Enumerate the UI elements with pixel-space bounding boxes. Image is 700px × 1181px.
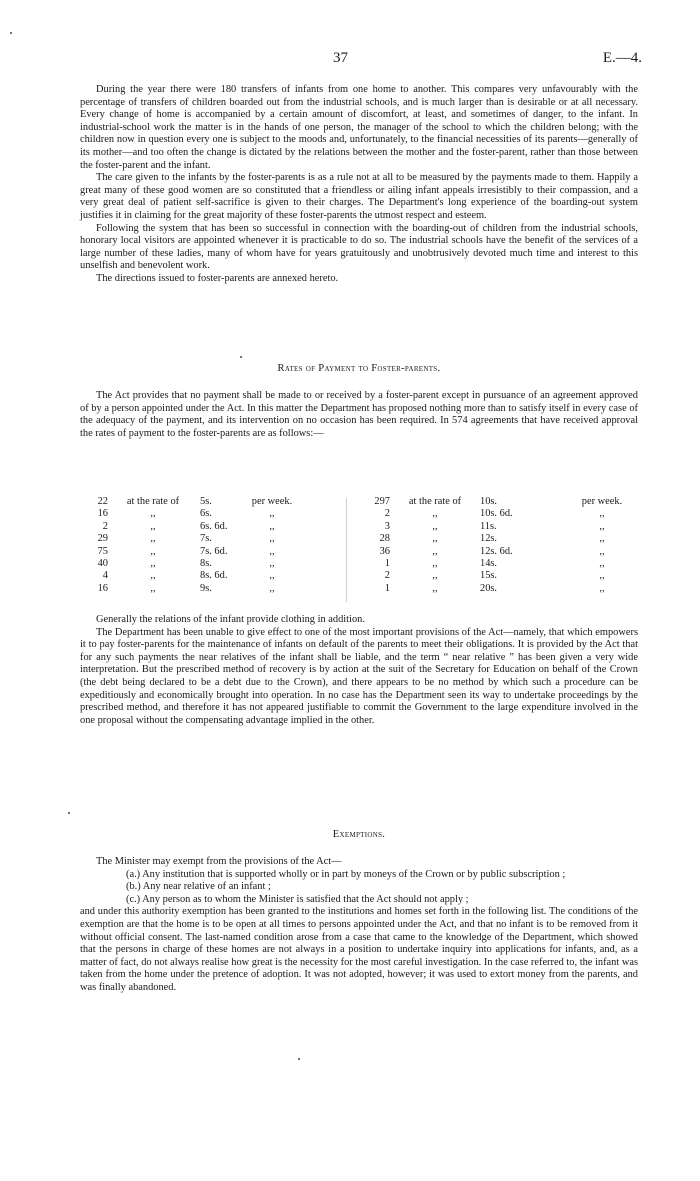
table-row <box>362 583 638 595</box>
table-cell-at: ,, <box>432 582 438 594</box>
table-cell-count: 2 <box>102 520 108 532</box>
paragraph: During the year there were 180 transfers of infants from one home to another. This compares very unfavourably with the percentage of transfers of children boarded out from the industrial schools, and is much larger than is desirable or at all necessary. Every change of home is accompanied by a certain amount of discomfort, at least, and sometimes of danger, to the infant. In industrial-school work the matter is in the hands of one person, the manager of the school to which the children belong; with the children now in question every one is subject to the moods and, unfortunately, to the financial necessities of its parents—generally of its mother—and too often the change is dictated by the relations between the mother and the foster-parent, rather than those between the foster-parent and the infant. <box>80 84 638 171</box>
exemptions-closing: and under this authority exemption has been granted to the institutions and homes set forth in the following list. The conditions of the exemption are that the home is to be open at all times to persons appointed under the Act, and that no infant is to be removed from it without official consent. The last-named condition arose from a case that came to the knowledge of the Department, which showed that the persons in charge of these homes are not always in a position to undertake inquiry into applications for infants, and, as a matter of fact, do not always realise how great is the necessity for the most careful investigation. In the case referred to, the infant was taken from the home under the pretence of adoption. It was not adopted, however; it was used to extort money from the parents, and was finally abandoned. <box>80 906 638 993</box>
table-row <box>88 583 328 595</box>
table-cell-count: 2 <box>384 570 390 582</box>
transfers-section <box>80 84 638 286</box>
table-cell-unit: ,, <box>269 508 275 520</box>
table-cell-at: at the rate of <box>126 496 180 507</box>
table-cell-rate: 15s. <box>480 570 498 582</box>
table-cell-unit: ,, <box>599 508 605 520</box>
table-row <box>88 521 328 533</box>
scan-speck <box>10 32 12 34</box>
table-row <box>362 496 638 508</box>
table-cell-rate: 8s. <box>200 557 212 569</box>
table-cell-at: ,, <box>150 545 156 557</box>
table-cell-rate: 14s. <box>480 557 498 569</box>
list-item: (b.) Any near relative of an infant ; <box>126 881 271 893</box>
table-cell-at: ,, <box>150 508 156 520</box>
table-cell-rate: 6s. 6d. <box>200 520 228 532</box>
table-row <box>88 570 328 582</box>
table-cell-at: at the rate of <box>408 496 462 507</box>
table-cell-rate: 10s. 6d. <box>480 508 513 520</box>
table-cell-unit: ,, <box>599 570 605 582</box>
table-cell-at: ,, <box>150 582 156 594</box>
table-cell-unit: ,, <box>269 582 275 594</box>
table-cell-rate: 7s. <box>200 533 212 545</box>
table-row <box>362 570 638 582</box>
table-row <box>88 546 328 558</box>
table-cell-rate: 12s. 6d. <box>480 545 513 557</box>
table-cell-count: 1 <box>384 557 390 569</box>
table-cell-unit: ,, <box>599 545 605 557</box>
table-cell-at: ,, <box>150 570 156 582</box>
table-cell-count: 40 <box>97 557 108 569</box>
table-cell-at: ,, <box>432 508 438 520</box>
paragraph: The Act provides that no payment shall be made to or received by a foster-parent except in pursuance of an agreement approved of by a person appointed under the Act. In this matter the Department has proposed nothing more than to satisfy itself in every case of the adequacy of the payment, and its intervention on no occasion has been required. In 574 agreements that have received approval the rates of payment to the foster-parents are as follows:— <box>80 390 638 439</box>
table-cell-rate: 7s. 6d. <box>200 545 228 557</box>
exemptions-section <box>80 856 638 995</box>
table-cell-unit: ,, <box>269 557 275 569</box>
table-cell-rate: 6s. <box>200 508 212 520</box>
table-cell-rate: 10s. <box>480 496 498 507</box>
table-cell-count: 16 <box>97 582 108 594</box>
paragraph: Following the system that has been so successful in connection with the boarding-out of children from the industrial schools, honorary local visitors are appointed whenever it is practicable to do so. The industrial schools have the benefit of the services of a large number of these ladies, many of whom have for years gratuitously and unobtrusively devoted much time and interest to this unselfish and benevolent work. <box>80 222 638 272</box>
paragraph: Generally the relations of the infant provide clothing in addition. <box>96 614 365 625</box>
table-cell-unit: ,, <box>269 545 275 557</box>
scan-speck <box>298 1058 300 1060</box>
table-cell-at: ,, <box>432 557 438 569</box>
table-row <box>88 558 328 570</box>
rates-intro <box>80 390 638 440</box>
table-cell-at: ,, <box>432 545 438 557</box>
table-row <box>362 558 638 570</box>
table-cell-unit: ,, <box>599 533 605 545</box>
rates-after <box>80 614 638 727</box>
page-number: 37 <box>333 50 348 66</box>
table-row <box>88 508 328 520</box>
table-cell-count: 28 <box>379 533 390 545</box>
paragraph: The directions issued to foster-parents are annexed hereto. <box>96 272 339 284</box>
table-cell-at: ,, <box>432 570 438 582</box>
rates-heading: Rates of Payment to Foster-parents. <box>277 363 441 374</box>
table-row <box>362 546 638 558</box>
table-cell-count: 2 <box>384 508 390 520</box>
rates-table-left <box>88 496 328 595</box>
paragraph: The care given to the infants by the foster-parents is as a rule not at all to be measured by the payments made to them. Happily a great many of these good women are so constituted that a friendless or ailing infant appeals irresistibly to their compassion, and a very great deal of patient self-sacrifice is given to their charges. The Department's long experience of the boarding-out system justifies it in claiming for the great majority of these foster-parents the utmost respect and esteem. <box>80 172 638 221</box>
table-cell-unit: ,, <box>599 582 605 594</box>
table-cell-at: ,, <box>150 557 156 569</box>
table-cell-rate: 9s. <box>200 582 212 594</box>
table-row <box>362 533 638 545</box>
table-cell-rate: 8s. 6d. <box>200 570 228 582</box>
table-cell-count: 297 <box>374 496 390 507</box>
table-cell-rate: 20s. <box>480 582 498 594</box>
exemptions-heading: Exemptions. <box>332 829 386 840</box>
table-cell-at: ,, <box>150 533 156 545</box>
table-cell-count: 75 <box>97 545 108 557</box>
list-item: (a.) Any institution that is supported wholly or in part by moneys of the Crown or by public subscription ; <box>126 868 566 880</box>
list-item: (c.) Any person as to whom the Minister is satisfied that the Act should not apply ; <box>126 893 469 905</box>
table-cell-unit: ,, <box>269 520 275 532</box>
table-cell-count: 22 <box>97 496 108 507</box>
table-cell-at: ,, <box>432 520 438 532</box>
table-cell-count: 3 <box>384 520 390 532</box>
table-cell-unit: per week. <box>581 496 623 507</box>
table-row <box>362 508 638 520</box>
table-divider <box>346 498 347 602</box>
table-row <box>88 496 328 508</box>
rates-table <box>80 496 638 608</box>
page-header <box>0 50 700 70</box>
table-cell-unit: ,, <box>269 570 275 582</box>
exemptions-list <box>80 869 638 907</box>
table-row <box>362 521 638 533</box>
table-cell-count: 36 <box>379 545 390 557</box>
table-cell-count: 16 <box>97 508 108 520</box>
table-cell-at: ,, <box>432 533 438 545</box>
table-cell-rate: 11s. <box>480 520 497 532</box>
table-cell-rate: 5s. <box>200 496 212 507</box>
paragraph: The Department has been unable to give effect to one of the most important provisions of the Act—namely, that which empowers it to pay foster-parents for the maintenance of infants on default of the parents to meet their obligations. It is provided by the Act that for any such payments the near relatives of the infant shall be liable, and the term “ near relative ” has been given a very wide interpretation. But the prescribed method of recovery is by action at the suit of the Secretary for Education on behalf of the Crown (the debt being declared to be a debt due to the Crown), and there appears to be no method by which such a procedure can be expeditiously and economically brought into operation. In no case has the Department seen its way to undertake proceedings by the prescribed method, and therefore it has not appeared justifiable to commit the Government to the large expenditure involved in the one proposal without the compensating advantage implied in the other. <box>80 626 638 726</box>
table-cell-count: 4 <box>102 570 108 582</box>
table-cell-unit: ,, <box>599 520 605 532</box>
document-reference: E.—4. <box>602 50 642 66</box>
table-cell-rate: 12s. <box>480 533 498 545</box>
table-row <box>88 533 328 545</box>
table-cell-unit: per week. <box>251 496 293 507</box>
table-cell-count: 1 <box>384 582 390 594</box>
scan-speck <box>240 356 242 358</box>
rates-table-right <box>362 496 638 595</box>
table-cell-count: 29 <box>97 533 108 545</box>
table-cell-at: ,, <box>150 520 156 532</box>
exemptions-intro: The Minister may exempt from the provisions of the Act— <box>96 856 342 867</box>
table-cell-unit: ,, <box>269 533 275 545</box>
table-cell-unit: ,, <box>599 557 605 569</box>
scan-speck <box>68 812 70 814</box>
